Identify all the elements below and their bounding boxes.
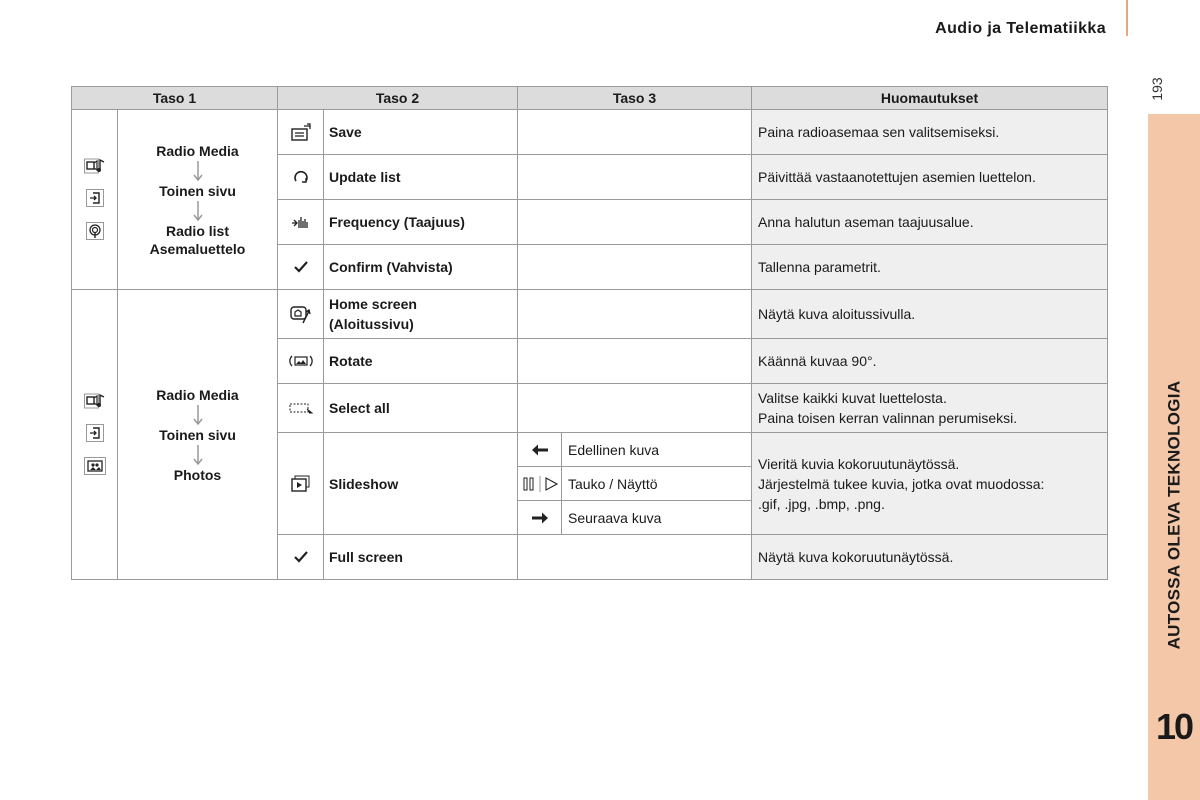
chapter-section-title: AUTOSSA OLEVA TEKNOLOGIA bbox=[1164, 380, 1184, 650]
rotate-label: Rotate bbox=[324, 339, 518, 384]
home-screen-icon bbox=[289, 303, 313, 325]
chapter-side-text-wrapper bbox=[1148, 330, 1200, 700]
rotate-note: Käännä kuvaa 90°. bbox=[752, 339, 1108, 384]
frequency-icon bbox=[290, 214, 312, 230]
arrow-right-icon bbox=[531, 512, 549, 524]
radio-media-icon bbox=[72, 391, 117, 409]
home-screen-label bbox=[324, 290, 518, 339]
prev-label: Edellinen kuva bbox=[562, 433, 752, 467]
level1-icons-cell bbox=[72, 290, 118, 580]
save-label: Save bbox=[324, 110, 518, 155]
update-icon-cell bbox=[278, 155, 324, 200]
update-icon bbox=[292, 168, 310, 186]
slideshow-icon-cell bbox=[278, 433, 324, 535]
header-taso3: Taso 3 bbox=[518, 87, 752, 110]
menu-table bbox=[71, 86, 1108, 580]
running-header-title: Audio ja Telematiikka bbox=[935, 20, 1106, 37]
slideshow-note-line3: .gif, .jpg, .bmp, .png. bbox=[758, 495, 885, 512]
radio-list-icon bbox=[72, 222, 117, 240]
taso3-empty bbox=[518, 245, 752, 290]
level1-icons-cell bbox=[72, 110, 118, 290]
path-radio-list: Radio list Asemaluettelo bbox=[149, 222, 246, 257]
radio-media-icon bbox=[72, 156, 117, 174]
pause-play-icon-cell bbox=[518, 467, 562, 501]
chapter-number: 10 bbox=[1155, 706, 1193, 747]
path-photos: Photos bbox=[173, 466, 222, 483]
update-list-label: Update list bbox=[324, 155, 518, 200]
taso3-empty bbox=[518, 110, 752, 155]
arrow-down-icon bbox=[193, 404, 203, 426]
check-icon-cell bbox=[278, 245, 324, 290]
path-radio-media: Radio Media bbox=[156, 386, 239, 403]
save-note: Paina radioasemaa sen valitsemiseksi. bbox=[752, 110, 1108, 155]
taso3-empty bbox=[518, 535, 752, 580]
table-header-row bbox=[72, 87, 1108, 110]
confirm-note: Tallenna parametrit. bbox=[752, 245, 1108, 290]
next-label: Seuraava kuva bbox=[562, 501, 752, 535]
select-all-note-line1: Valitse kaikki kuvat luettelosta. bbox=[758, 390, 947, 406]
header-huomautukset: Huomautukset bbox=[752, 87, 1108, 110]
header-divider bbox=[1126, 0, 1128, 36]
prev-icon-cell bbox=[518, 433, 562, 467]
taso3-empty bbox=[518, 155, 752, 200]
save-icon bbox=[290, 122, 312, 142]
path-toinen-sivu: Toinen sivu bbox=[159, 182, 236, 199]
arrow-down-icon bbox=[193, 200, 203, 222]
taso3-empty bbox=[518, 290, 752, 339]
home-screen-note: Näytä kuva aloitussivulla. bbox=[752, 290, 1108, 339]
select-all-label: Select all bbox=[324, 384, 518, 433]
frequency-icon-cell bbox=[278, 200, 324, 245]
home-screen-label-line2: (Aloitussivu) bbox=[329, 316, 414, 332]
slideshow-note bbox=[752, 433, 1108, 535]
frequency-label: Frequency (Taajuus) bbox=[324, 200, 518, 245]
update-list-note: Päivittää vastaanotettujen asemien luettelon. bbox=[752, 155, 1108, 200]
header-taso2: Taso 2 bbox=[278, 87, 518, 110]
frequency-note: Anna halutun aseman taajuusalue. bbox=[752, 200, 1108, 245]
table-row bbox=[72, 290, 1108, 339]
arrow-down-icon bbox=[193, 444, 203, 466]
next-page-icon bbox=[72, 424, 117, 442]
path-radio-media: Radio Media bbox=[156, 142, 239, 159]
next-icon-cell bbox=[518, 501, 562, 535]
level1-path-cell bbox=[118, 110, 278, 290]
level1-path-cell bbox=[118, 290, 278, 580]
confirm-label: Confirm (Vahvista) bbox=[324, 245, 518, 290]
path-toinen-sivu: Toinen sivu bbox=[159, 426, 236, 443]
taso3-empty bbox=[518, 384, 752, 433]
save-icon-cell bbox=[278, 110, 324, 155]
page-number: 193 bbox=[1149, 77, 1165, 101]
header-taso1: Taso 1 bbox=[72, 87, 278, 110]
slideshow-note-line2: Järjestelmä tukee kuvia, jotka ovat muodossa: bbox=[758, 475, 1045, 492]
check-icon bbox=[294, 551, 308, 563]
home-screen-label-line1: Home screen bbox=[329, 296, 417, 312]
rotate-icon bbox=[288, 354, 314, 368]
full-screen-note: Näytä kuva kokoruutunäytössä. bbox=[752, 535, 1108, 580]
arrow-down-icon bbox=[193, 160, 203, 182]
check-icon-cell bbox=[278, 535, 324, 580]
select-all-note bbox=[752, 384, 1108, 433]
rotate-icon-cell bbox=[278, 339, 324, 384]
select-all-icon-cell bbox=[278, 384, 324, 433]
select-all-icon bbox=[289, 402, 313, 414]
slideshow-icon bbox=[291, 475, 311, 493]
select-all-note-line2: Paina toisen kerran valinnan perumiseksi. bbox=[758, 410, 1018, 426]
taso3-empty bbox=[518, 339, 752, 384]
table-row bbox=[72, 110, 1108, 155]
arrow-left-icon bbox=[531, 444, 549, 456]
photos-icon bbox=[72, 457, 117, 475]
taso3-empty bbox=[518, 200, 752, 245]
pause-play-icon bbox=[519, 476, 561, 492]
slideshow-note-line1: Vieritä kuvia kokoruutunäytössä. bbox=[758, 455, 960, 472]
full-screen-label: Full screen bbox=[324, 535, 518, 580]
home-screen-icon-cell bbox=[278, 290, 324, 339]
slideshow-label: Slideshow bbox=[324, 433, 518, 535]
check-icon bbox=[294, 261, 308, 273]
pause-play-label: Tauko / Näyttö bbox=[562, 467, 752, 501]
next-page-icon bbox=[72, 189, 117, 207]
